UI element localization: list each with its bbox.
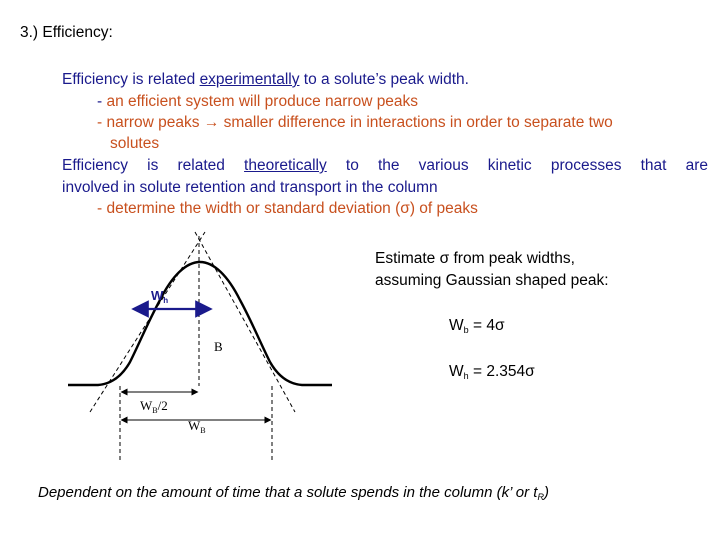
wb-label: $W_B$	[188, 418, 206, 435]
bullet1-text: an efficient system will produce narrow peaks	[106, 93, 419, 110]
eq2-rhs: = 2.354σ	[468, 363, 535, 380]
footer-text: Dependent on the amount of time that a solute spends in the column (k’ or t	[38, 484, 538, 501]
right-tangent	[195, 232, 295, 412]
estimate-line-b: assuming Gaussian shaped peak:	[375, 272, 609, 289]
peak-curve	[68, 262, 332, 385]
wb-half-label: $W_B/2$	[140, 398, 168, 415]
estimate-line-a: Estimate σ from peak widths,	[375, 250, 575, 267]
bullet-narrow-peaks-cont: solutes	[110, 135, 160, 152]
section-heading: 3.) Efficiency:	[20, 24, 113, 41]
theoretical-efficiency-cont: involved in solute retention and transport in the column	[62, 179, 438, 196]
eq1-rhs: = 4σ	[468, 317, 505, 334]
left-tangent	[90, 232, 205, 412]
eq2-sub: h	[463, 371, 469, 381]
bullet1-dash: -	[97, 93, 107, 110]
bullet-determine-width: - determine the width or standard deviation (σ) of peaks	[97, 200, 478, 217]
bullet-narrow-peaks: - narrow peaks → smaller difference in interactions in order to separate two	[97, 114, 613, 131]
line2-post: to the various kinetic processes that are	[326, 157, 708, 174]
eq1-sub: b	[463, 325, 469, 335]
line2-pre: Efficiency is related	[62, 157, 245, 174]
theoretically-link[interactable]: theoretically	[244, 157, 327, 174]
footer-tail: )	[543, 484, 549, 501]
eq1-w: W	[449, 317, 464, 334]
wh-label: $W_h$	[151, 288, 169, 305]
line1-post: to a solute’s peak width.	[299, 71, 469, 88]
eq2-w: W	[449, 363, 464, 380]
footer-sub: R	[537, 492, 544, 502]
experimentally-link[interactable]: experimentally	[199, 71, 300, 88]
b-label: B	[214, 339, 223, 354]
line1-pre: Efficiency is related	[62, 71, 200, 88]
